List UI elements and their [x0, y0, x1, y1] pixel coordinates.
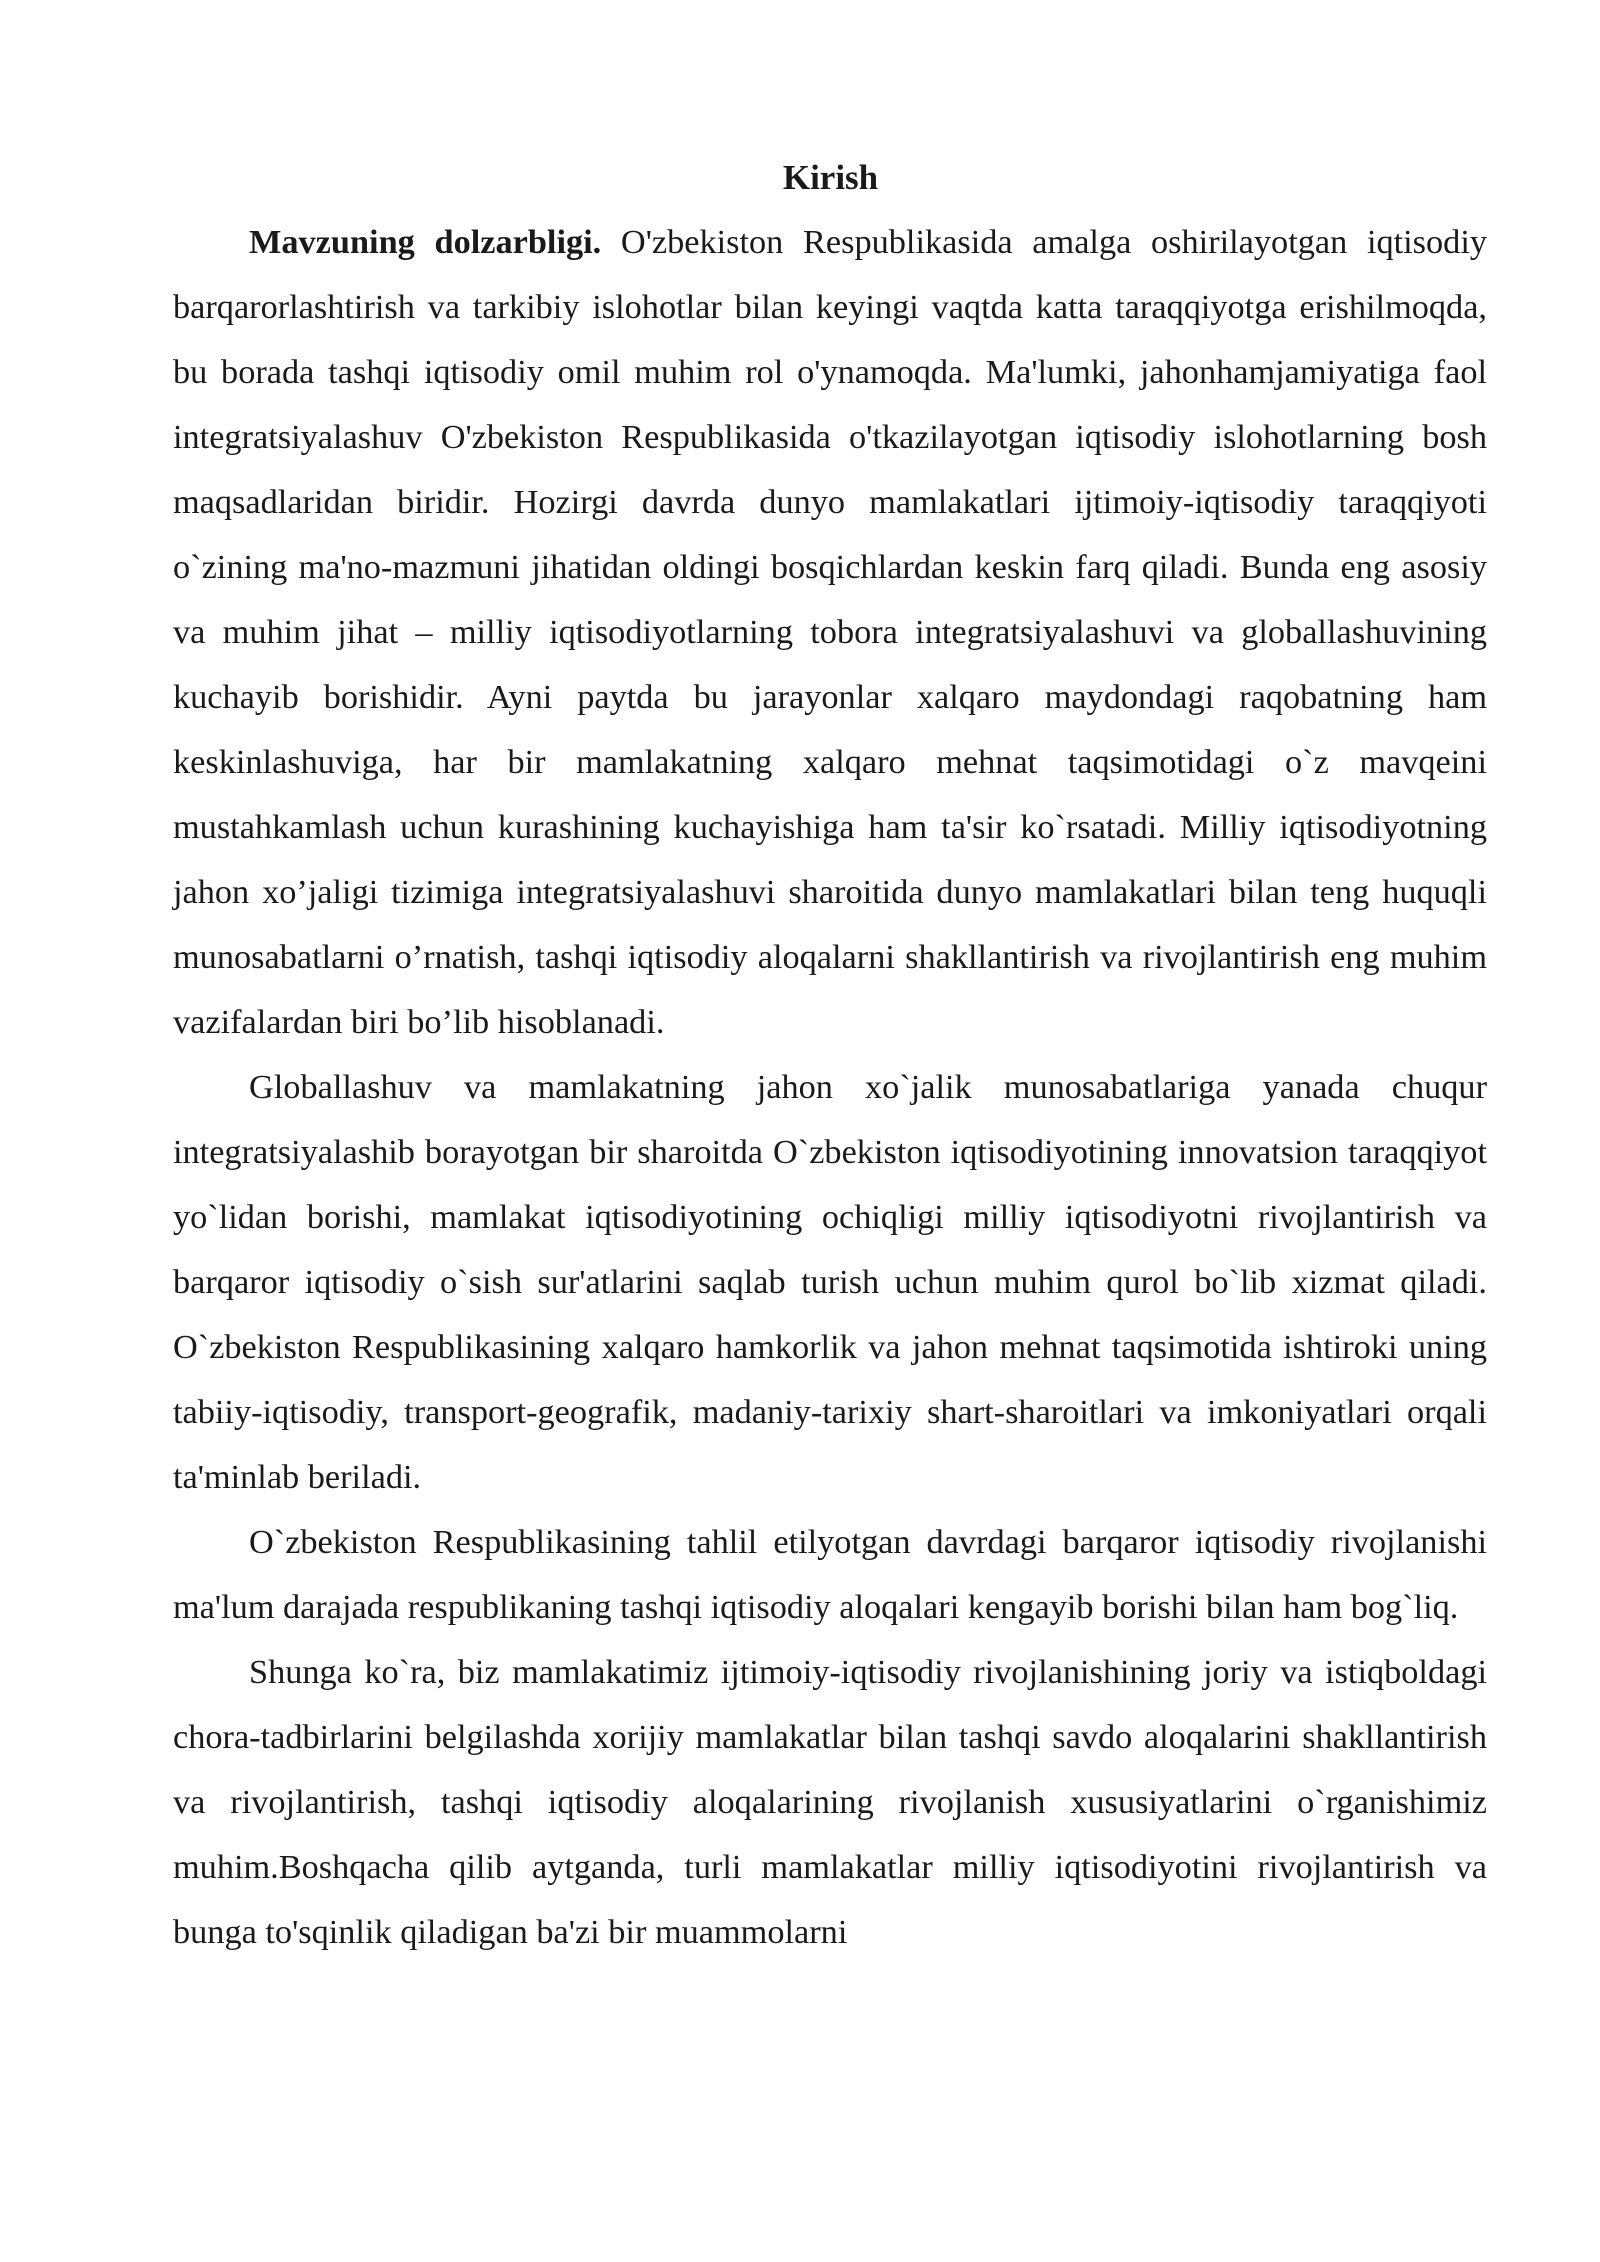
paragraph-development: O`zbekiston Respublikasining tahlil etilyotgan davrdagi barqaror iqtisodiy rivojlanishi ma'lum darajada respublikaning tashqi iqtisodiy aloqalari kengayib borishi bilan ham bog`liq.: [173, 1523, 1487, 1626]
paragraph-relevance: [173, 210, 1487, 1055]
paragraph-globalization: Globallashuv va mamlakatning jahon xo`jalik munosabatlariga yanada chuqur integratsiyalashib borayotgan bir sharoitda O`zbekiston iqtisodiyotining innovatsion taraqqiyot yo`lidan borishi, mamlakat iqtisodiyotining ochiqligi milliy iqtisodiyotni rivojlantirish va barqaror iqtisodiy o`sish sur'atlarini saqlab turish uchun muhim qurol bo`lib xizmat qiladi. O`zbekiston Respublikasining xalqaro hamkorlik va jahon mehnat taqsimotida ishtiroki uning tabiiy-iqtisodiy, transport-geografik, madaniy-tarixiy shart-sharoitlari va imkoniyatlari orqali ta'minlab beriladi.: [173, 1068, 1487, 1496]
paragraph-lead: Mavzuning dolzarbligi.: [249, 223, 602, 261]
document-body: [173, 145, 1487, 1965]
paragraph-conclusion: Shunga ko`ra, biz mamlakatimiz ijtimoiy-iqtisodiy rivojlanishining joriy va istiqboldagi chora-tadbirlarini belgilashda xorijiy mamlakatlar bilan tashqi savdo aloqalarini shakllantirish va rivojlantirish, tashqi iqtisodiy aloqalarining rivojlanish xususiyatlarini o`rganishimiz muhim.Boshqacha qilib aytganda, turli mamlakatlar milliy iqtisodiyotini rivojlantirish va bunga to'sqinlik qiladigan ba'zi bir muammolarni: [173, 1653, 1487, 1951]
page-title: Kirish: [782, 158, 879, 197]
paragraph-text: O'zbekiston Respublikasida amalga oshirilayotgan iqtisodiy barqarorlashtirish va tarkibiy islohotlar bilan keyingi vaqtda katta taraqqiyotga erishilmoqda, bu borada tashqi iqtisodiy omil muhim rol o'ynamoqda. Ma'lumki, jahonhamjamiyatiga faol integratsiyalashuv O'zbekiston Respublikasida o'tkazilayotgan iqtisodiy islohotlarning bosh maqsadlaridan biridir. Hozirgi davrda dunyo mamlakatlari ijtimoiy-iqtisodiy taraqqiyoti o`zining ma'no-mazmuni jihatidan oldingi bosqichlardan keskin farq qiladi. Bunda eng asosiy va muhim jihat – milliy iqtisodiyotlarning tobora integratsiyalashuvi va globallashuvining kuchayib borishidir. Ayni paytda bu jarayonlar xalqaro maydondagi raqobatning ham keskinlashuviga, har bir mamlakatning xalqaro mehnat taqsimotidagi o`z mavqeini mustahkamlash uchun kurashining kuchayishiga ham ta'sir ko`rsatadi. Milliy iqtisodiyotning jahon xo’jaligi tizimiga integratsiyalashuvi sharoitida dunyo mamlakatlari bilan teng huquqli munosabatlarni o’rnatish, tashqi iqtisodiy aloqalarni shakllantirish va rivojlantirish eng muhim vazifalardan biri bo’lib hisoblanadi.: [173, 223, 1487, 1041]
